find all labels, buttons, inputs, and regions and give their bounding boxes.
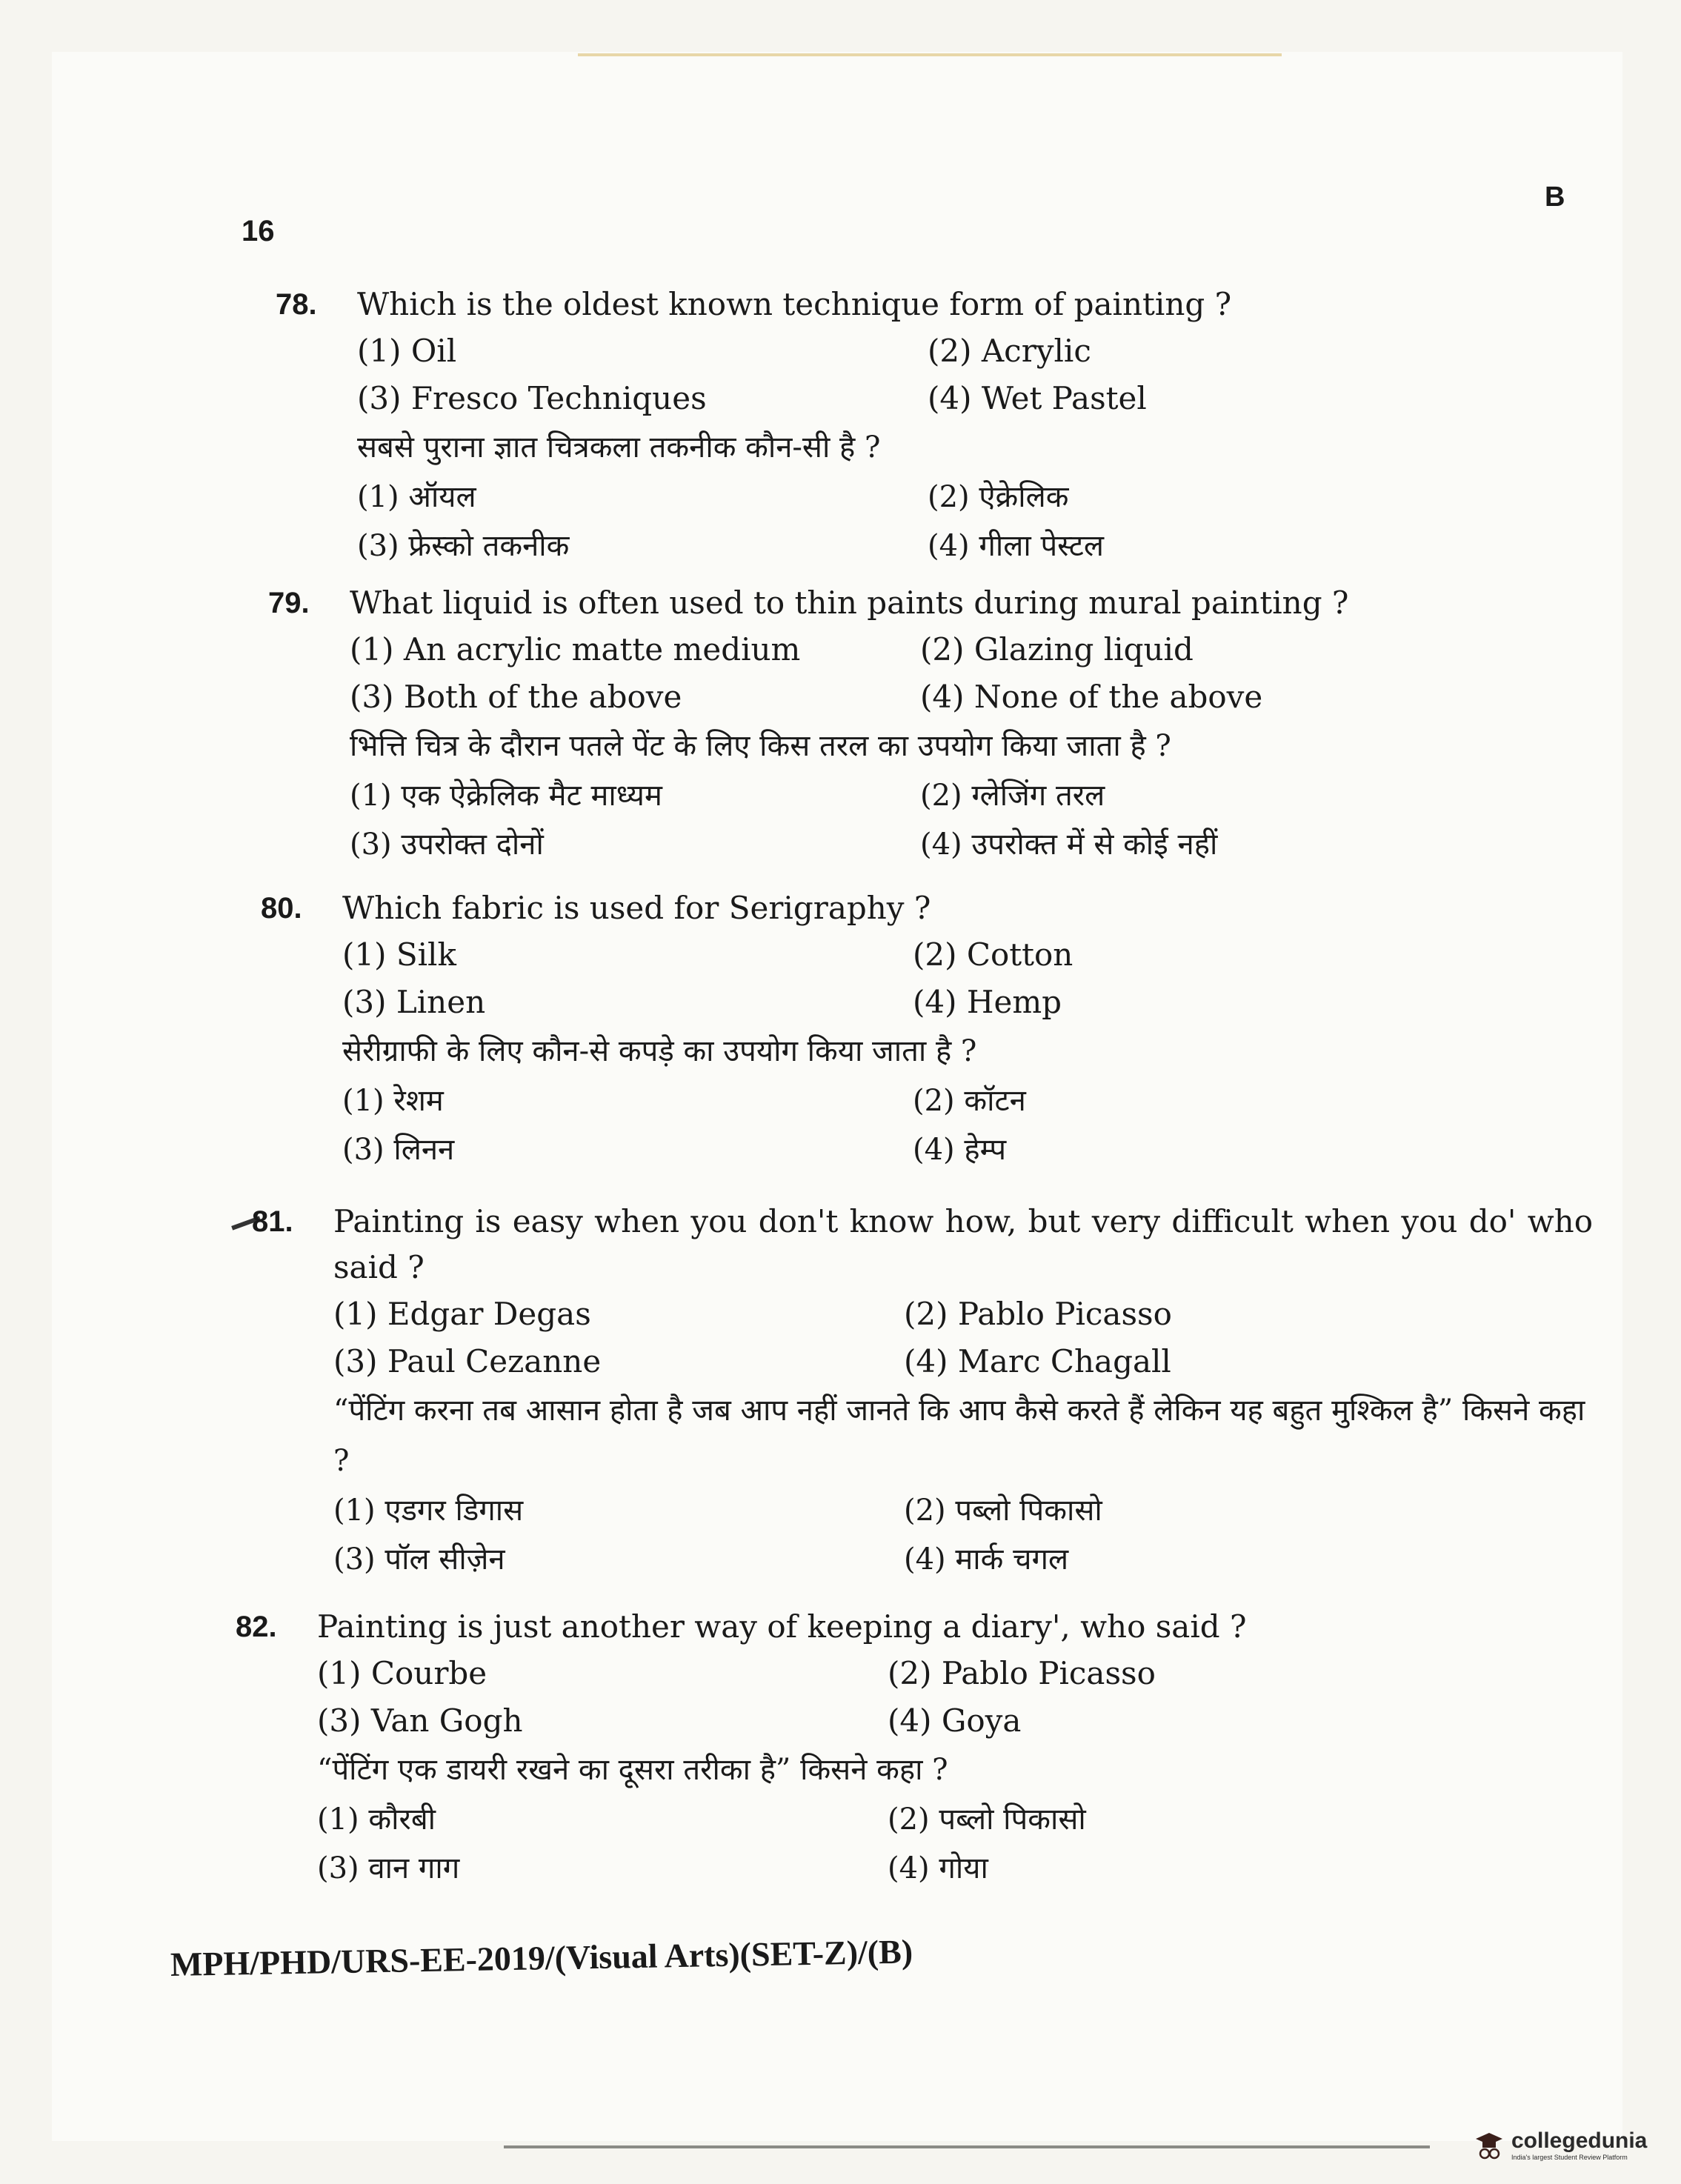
question-header [236, 1604, 1569, 1650]
options-hi [333, 1486, 1593, 1584]
footer-exam-code: MPH/PHD/URS-EE-2019/(Visual Arts)(SET-Z)/(B) [170, 1932, 913, 1983]
option: (2) पब्लो पिकासो [904, 1494, 1102, 1528]
question-text-en: Which is the oldest known technique form of painting ? [357, 286, 1232, 322]
option: (3) फ्रेस्को तकनीक [357, 529, 570, 563]
option: (3) Fresco Techniques [357, 380, 707, 416]
option: (2) Pablo Picasso [888, 1655, 1156, 1691]
set-letter: B [1545, 182, 1565, 213]
option: (3) उपरोक्त दोनों [350, 828, 544, 862]
option: (1) Silk [342, 936, 456, 973]
question-80 [261, 885, 1594, 1174]
option: (4) Hemp [913, 984, 1062, 1020]
brand-tagline: India's largest Student Review Platform [1511, 2154, 1628, 2161]
option: (2) पब्लो पिकासो [888, 1802, 1086, 1837]
option: (4) गोया [888, 1851, 988, 1885]
question-text-en: Which fabric is used for Serigraphy ? [342, 890, 931, 926]
question-text-hi: भित्ति चित्र के दौरान पतले पेंट के लिए किस तरल का उपयोग किया जाता है ? [350, 729, 1171, 763]
question-text-hi: सबसे पुराना ज्ञात चित्रकला तकनीक कौन-सी है ? [357, 430, 881, 465]
top-edge-rule [578, 53, 1282, 56]
question-78 [276, 282, 1609, 570]
option: (1) Oil [357, 333, 457, 369]
options-en [357, 327, 1609, 422]
option: (4) गीला पेस्टल [928, 529, 1105, 563]
option: (1) एक ऐक्रेलिक मैट माध्यम [350, 779, 662, 813]
options-hi [342, 1076, 1594, 1174]
question-number: 79. [268, 587, 310, 619]
option: (2) कॉटन [913, 1084, 1026, 1118]
option: (4) उपरोक्त में से कोई नहीं [920, 828, 1218, 862]
option: (4) हेम्प [913, 1133, 1007, 1167]
page-number: 16 [242, 215, 275, 247]
question-number: 80. [261, 892, 302, 925]
option: (1) कौरबी [317, 1802, 436, 1837]
option: (3) Both of the above [350, 679, 682, 715]
bottom-edge-rule [504, 2145, 1430, 2148]
option: (3) पॉल सीज़ेन [333, 1542, 505, 1577]
option: (2) Acrylic [928, 333, 1091, 369]
options-en [342, 931, 1594, 1026]
options-en [317, 1650, 1569, 1745]
question-text-en: Painting is easy when you don't know how, but very difficult when you do' who said ? [333, 1203, 1593, 1285]
brand-name: collegedunia [1511, 2128, 1648, 2153]
question-header [268, 580, 1602, 626]
option: (1) एडगर डिगास [333, 1494, 524, 1528]
option: (2) Glazing liquid [920, 631, 1194, 667]
option: (4) Wet Pastel [928, 380, 1147, 416]
question-81 [252, 1199, 1593, 1584]
question-text-en: Painting is just another way of keeping a diary', who said ? [317, 1608, 1247, 1645]
question-number: 82. [236, 1611, 277, 1643]
option: (3) Linen [342, 984, 486, 1020]
options-en [350, 626, 1602, 721]
option: (1) ऑयल [357, 480, 476, 514]
question-82 [236, 1604, 1569, 1893]
option: (1) Courbe [317, 1655, 487, 1691]
option: (2) Pablo Picasso [904, 1296, 1172, 1332]
question-number: 78. [276, 288, 317, 321]
option: (4) Marc Chagall [904, 1343, 1171, 1379]
option: (3) Paul Cezanne [333, 1343, 602, 1379]
option: (1) An acrylic matte medium [350, 631, 801, 667]
option: (3) लिनन [342, 1133, 455, 1167]
question-text-hi: सेरीग्राफी के लिए कौन-से कपड़े का उपयोग किया जाता है ? [342, 1034, 977, 1068]
question-text-hi: “पेंटिंग एक डायरी रखने का दूसरा तरीका है” किसने कहा ? [317, 1753, 948, 1787]
options-en [333, 1291, 1593, 1385]
graduate-cap-icon [1474, 2130, 1504, 2163]
question-79 [268, 580, 1602, 869]
option: (2) ग्लेजिंग तरल [920, 779, 1105, 813]
option: (4) मार्क चगल [904, 1542, 1069, 1577]
option: (3) Van Gogh [317, 1702, 523, 1739]
question-header [261, 885, 1594, 931]
question-header [276, 282, 1609, 327]
option: (2) ऐक्रेलिक [928, 480, 1069, 514]
question-text-en: What liquid is often used to thin paints during mural painting ? [350, 585, 1349, 621]
option: (3) वान गाग [317, 1851, 460, 1885]
question-text-hi: “पेंटिंग करना तब आसान होता है जब आप नहीं जानते कि आप कैसे करते हैं लेकिन यह बहुत मुश्किल है” किसने कहा ? [333, 1394, 1585, 1478]
option: (1) Edgar Degas [333, 1296, 591, 1332]
options-hi [317, 1795, 1569, 1893]
question-number: 81. [252, 1205, 293, 1238]
option: (4) None of the above [920, 679, 1263, 715]
option: (2) Cotton [913, 936, 1073, 973]
option: (1) रेशम [342, 1084, 444, 1118]
options-hi [357, 473, 1609, 570]
option: (4) Goya [888, 1702, 1022, 1739]
question-header [252, 1199, 1593, 1291]
options-hi [350, 771, 1602, 869]
